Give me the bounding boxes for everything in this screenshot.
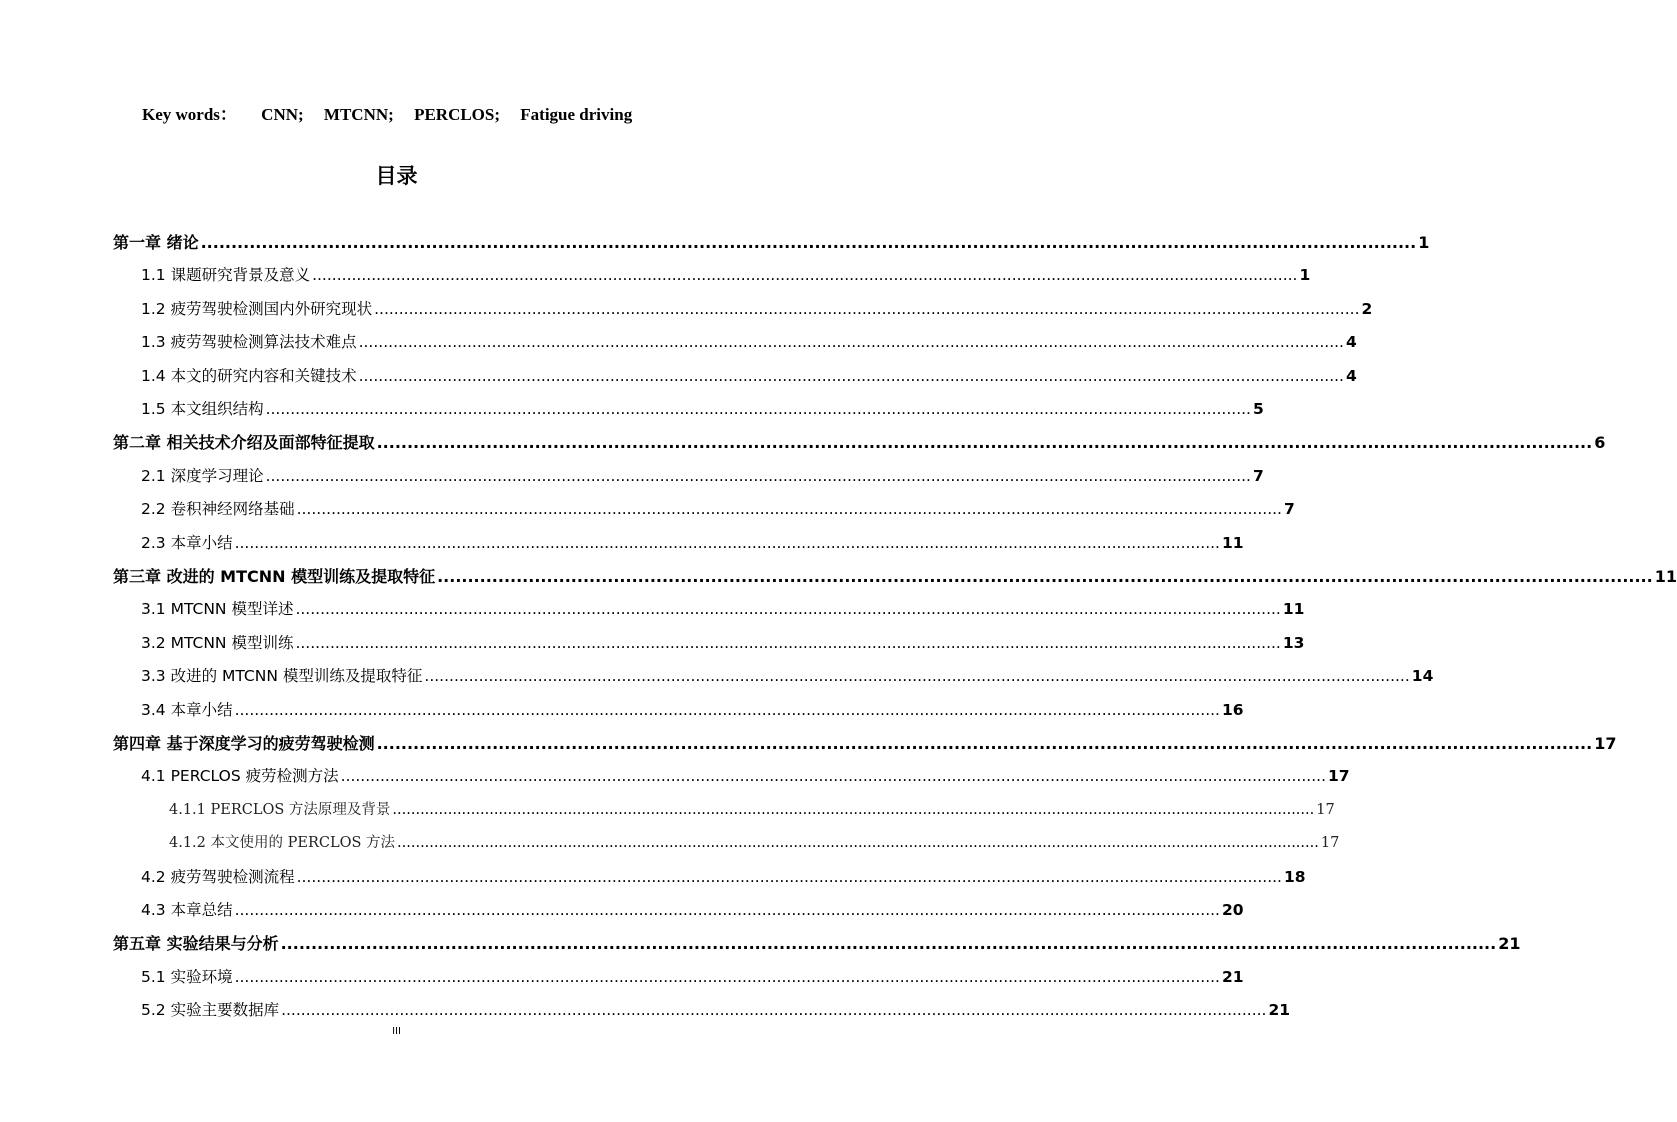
- toc-entry-section[interactable]: [141, 460, 1264, 493]
- toc-leader-dots: ........................................................................................................................................................................................................: [424, 667, 1410, 686]
- toc-entry-section[interactable]: [141, 293, 1373, 326]
- toc-entry-label: 4.3 本章总结: [141, 901, 233, 919]
- toc-entry-page: 4: [1345, 333, 1357, 352]
- toc-entry-page: 11: [1221, 533, 1244, 552]
- toc-leader-dots: ........................................................................................................................................................................................................: [374, 299, 1360, 318]
- toc-leader-dots: ........................................................................................................................................................................................................: [437, 567, 1653, 586]
- toc-leader-dots: ........................................................................................................................................................................................................: [234, 533, 1220, 552]
- page-number: III: [392, 1026, 401, 1037]
- toc-entry-label: 第三章 改进的 MTCNN 模型训练及提取特征: [113, 567, 436, 586]
- toc-entry-chapter[interactable]: [113, 927, 1521, 960]
- toc-entry-sub[interactable]: [169, 794, 1335, 827]
- toc-entry-page: 20: [1221, 901, 1244, 919]
- toc-entry-page: 17: [1594, 734, 1617, 753]
- keyword-item: MTCNN;: [323, 105, 394, 124]
- toc-leader-dots: ........................................................................................................................................................................................................: [234, 901, 1220, 919]
- toc-leader-dots: ........................................................................................................................................................................................................: [340, 767, 1326, 786]
- toc-entry-page: 11: [1282, 600, 1305, 619]
- toc-entry-chapter[interactable]: [113, 727, 1617, 760]
- keyword-item: PERCLOS;: [414, 105, 501, 124]
- toc-entry-label: 3.4 本章小结: [141, 700, 233, 719]
- toc-entry-chapter[interactable]: [113, 560, 1677, 593]
- toc-entry-section[interactable]: [141, 961, 1244, 994]
- toc-entry-label: 3.3 改进的 MTCNN 模型训练及提取特征: [141, 667, 423, 686]
- toc-entry-page: 11: [1654, 567, 1677, 586]
- toc-entry-section[interactable]: [141, 393, 1264, 426]
- toc-entry-page: 21: [1268, 1001, 1291, 1020]
- toc-leader-dots: ........................................................................................................................................................................................................: [265, 400, 1251, 418]
- toc-entry-section[interactable]: [141, 994, 1291, 1027]
- toc-entry-section[interactable]: [141, 861, 1306, 894]
- toc-entry-page: 6: [1594, 433, 1606, 453]
- toc-entry-label: 第二章 相关技术介绍及面部特征提取: [113, 433, 375, 453]
- toc-entry-label: 4.2 疲劳驾驶检测流程: [141, 867, 295, 886]
- toc-entry-label: 1.2 疲劳驾驶检测国内外研究现状: [141, 299, 373, 318]
- toc-leader-dots: ........................................................................................................................................................................................................: [358, 366, 1344, 385]
- toc-entry-section[interactable]: [141, 593, 1305, 626]
- toc-leader-dots: ........................................................................................................................................................................................................: [295, 633, 1281, 652]
- toc-entry-page: 7: [1283, 500, 1295, 519]
- toc-entry-page: 17: [1328, 767, 1350, 786]
- toc-entry-page: 21: [1221, 967, 1244, 986]
- toc-leader-dots: ........................................................................................................................................................................................................: [296, 867, 1282, 886]
- toc-entry-label: 1.4 本文的研究内容和关键技术: [141, 366, 357, 385]
- toc-leader-dots: ........................................................................................................................................................................................................: [358, 333, 1344, 352]
- toc-entry-label: 4.1.1 PERCLOS 方法原理及背景: [169, 801, 391, 818]
- toc-entry-label: 3.1 MTCNN 模型详述: [141, 600, 294, 619]
- toc-entry-section[interactable]: [141, 360, 1357, 393]
- keywords-label: Key words：: [142, 105, 237, 124]
- toc-entry-chapter[interactable]: [113, 426, 1606, 459]
- toc-entry-label: 第五章 实验结果与分析: [113, 934, 279, 954]
- toc-leader-dots: ........................................................................................................................................................................................................: [265, 466, 1251, 485]
- toc-leader-dots: ........................................................................................................................................................................................................: [200, 233, 1417, 252]
- toc-entry-page: 1: [1299, 266, 1311, 285]
- keywords-line: [142, 100, 702, 125]
- toc-leader-dots: ........................................................................................................................................................................................................: [392, 801, 1315, 818]
- keyword-item: Fatigue driving: [520, 105, 633, 124]
- toc-entry-page: 18: [1283, 867, 1306, 886]
- toc-entry-label: 5.2 实验主要数据库: [141, 1001, 280, 1020]
- toc-entry-label: 2.2 卷积神经网络基础: [141, 500, 295, 519]
- toc-leader-dots: ........................................................................................................................................................................................................: [234, 967, 1220, 986]
- toc-leader-dots: ........................................................................................................................................................................................................: [312, 266, 1298, 285]
- toc-entry-label: 1.5 本文组织结构: [141, 400, 264, 418]
- toc-leader-dots: ........................................................................................................................................................................................................: [376, 734, 1593, 753]
- toc-entry-page: 2: [1361, 299, 1373, 318]
- toc-entry-page: 7: [1252, 466, 1264, 485]
- toc-leader-dots: ........................................................................................................................................................................................................: [296, 500, 1282, 519]
- toc-entry-page: 5: [1252, 400, 1264, 418]
- toc-entry-label: 4.1 PERCLOS 疲劳检测方法: [141, 767, 339, 786]
- toc-title: 目录: [375, 164, 418, 188]
- toc-entry-label: 1.3 疲劳驾驶检测算法技术难点: [141, 333, 357, 352]
- toc-leader-dots: ........................................................................................................................................................................................................: [397, 835, 1319, 852]
- keyword-item: CNN;: [261, 105, 304, 124]
- toc-entry-label: 3.2 MTCNN 模型训练: [141, 633, 294, 652]
- toc-entry-page: 14: [1411, 667, 1434, 686]
- toc-entry-label: 1.1 课题研究背景及意义: [141, 266, 311, 285]
- toc-entry-page: 13: [1282, 633, 1305, 652]
- toc-entry-label: 第四章 基于深度学习的疲劳驾驶检测: [113, 734, 375, 753]
- toc-entry-label: 5.1 实验环境: [141, 967, 233, 986]
- toc-entry-section[interactable]: [141, 894, 1244, 927]
- toc-entry-section[interactable]: [141, 527, 1244, 560]
- toc-leader-dots: ........................................................................................................................................................................................................: [376, 433, 1593, 453]
- toc-entry-section[interactable]: [141, 627, 1305, 660]
- toc-entry-label: 第一章 绪论: [113, 233, 199, 252]
- toc-leader-dots: ........................................................................................................................................................................................................: [234, 700, 1220, 719]
- toc-entry-section[interactable]: [141, 760, 1350, 793]
- toc-entry-section[interactable]: [141, 660, 1434, 693]
- toc-entry-section[interactable]: [141, 694, 1244, 727]
- toc-entry-page: 1: [1418, 233, 1430, 252]
- toc-entry-page: 4: [1345, 366, 1357, 385]
- toc-entry-page: 21: [1498, 934, 1521, 954]
- toc-entry-label: 2.1 深度学习理论: [141, 466, 264, 485]
- toc-leader-dots: ........................................................................................................................................................................................................: [295, 600, 1281, 619]
- toc-entry-page: 17: [1316, 801, 1335, 818]
- toc-entry-label: 4.1.2 本文使用的 PERCLOS 方法: [169, 835, 396, 852]
- toc-leader-dots: ........................................................................................................................................................................................................: [281, 1001, 1267, 1020]
- toc-entry-label: 2.3 本章小结: [141, 533, 233, 552]
- toc-entry-chapter[interactable]: [113, 226, 1430, 259]
- toc-entry-sub[interactable]: [169, 827, 1340, 860]
- toc-entry-section[interactable]: [141, 259, 1311, 292]
- toc-entry-page: 16: [1221, 700, 1244, 719]
- toc-entry-section[interactable]: [141, 493, 1295, 526]
- toc-entry-section[interactable]: [141, 326, 1357, 359]
- toc-entry-page: 17: [1320, 835, 1340, 852]
- toc-leader-dots: ........................................................................................................................................................................................................: [280, 934, 1497, 954]
